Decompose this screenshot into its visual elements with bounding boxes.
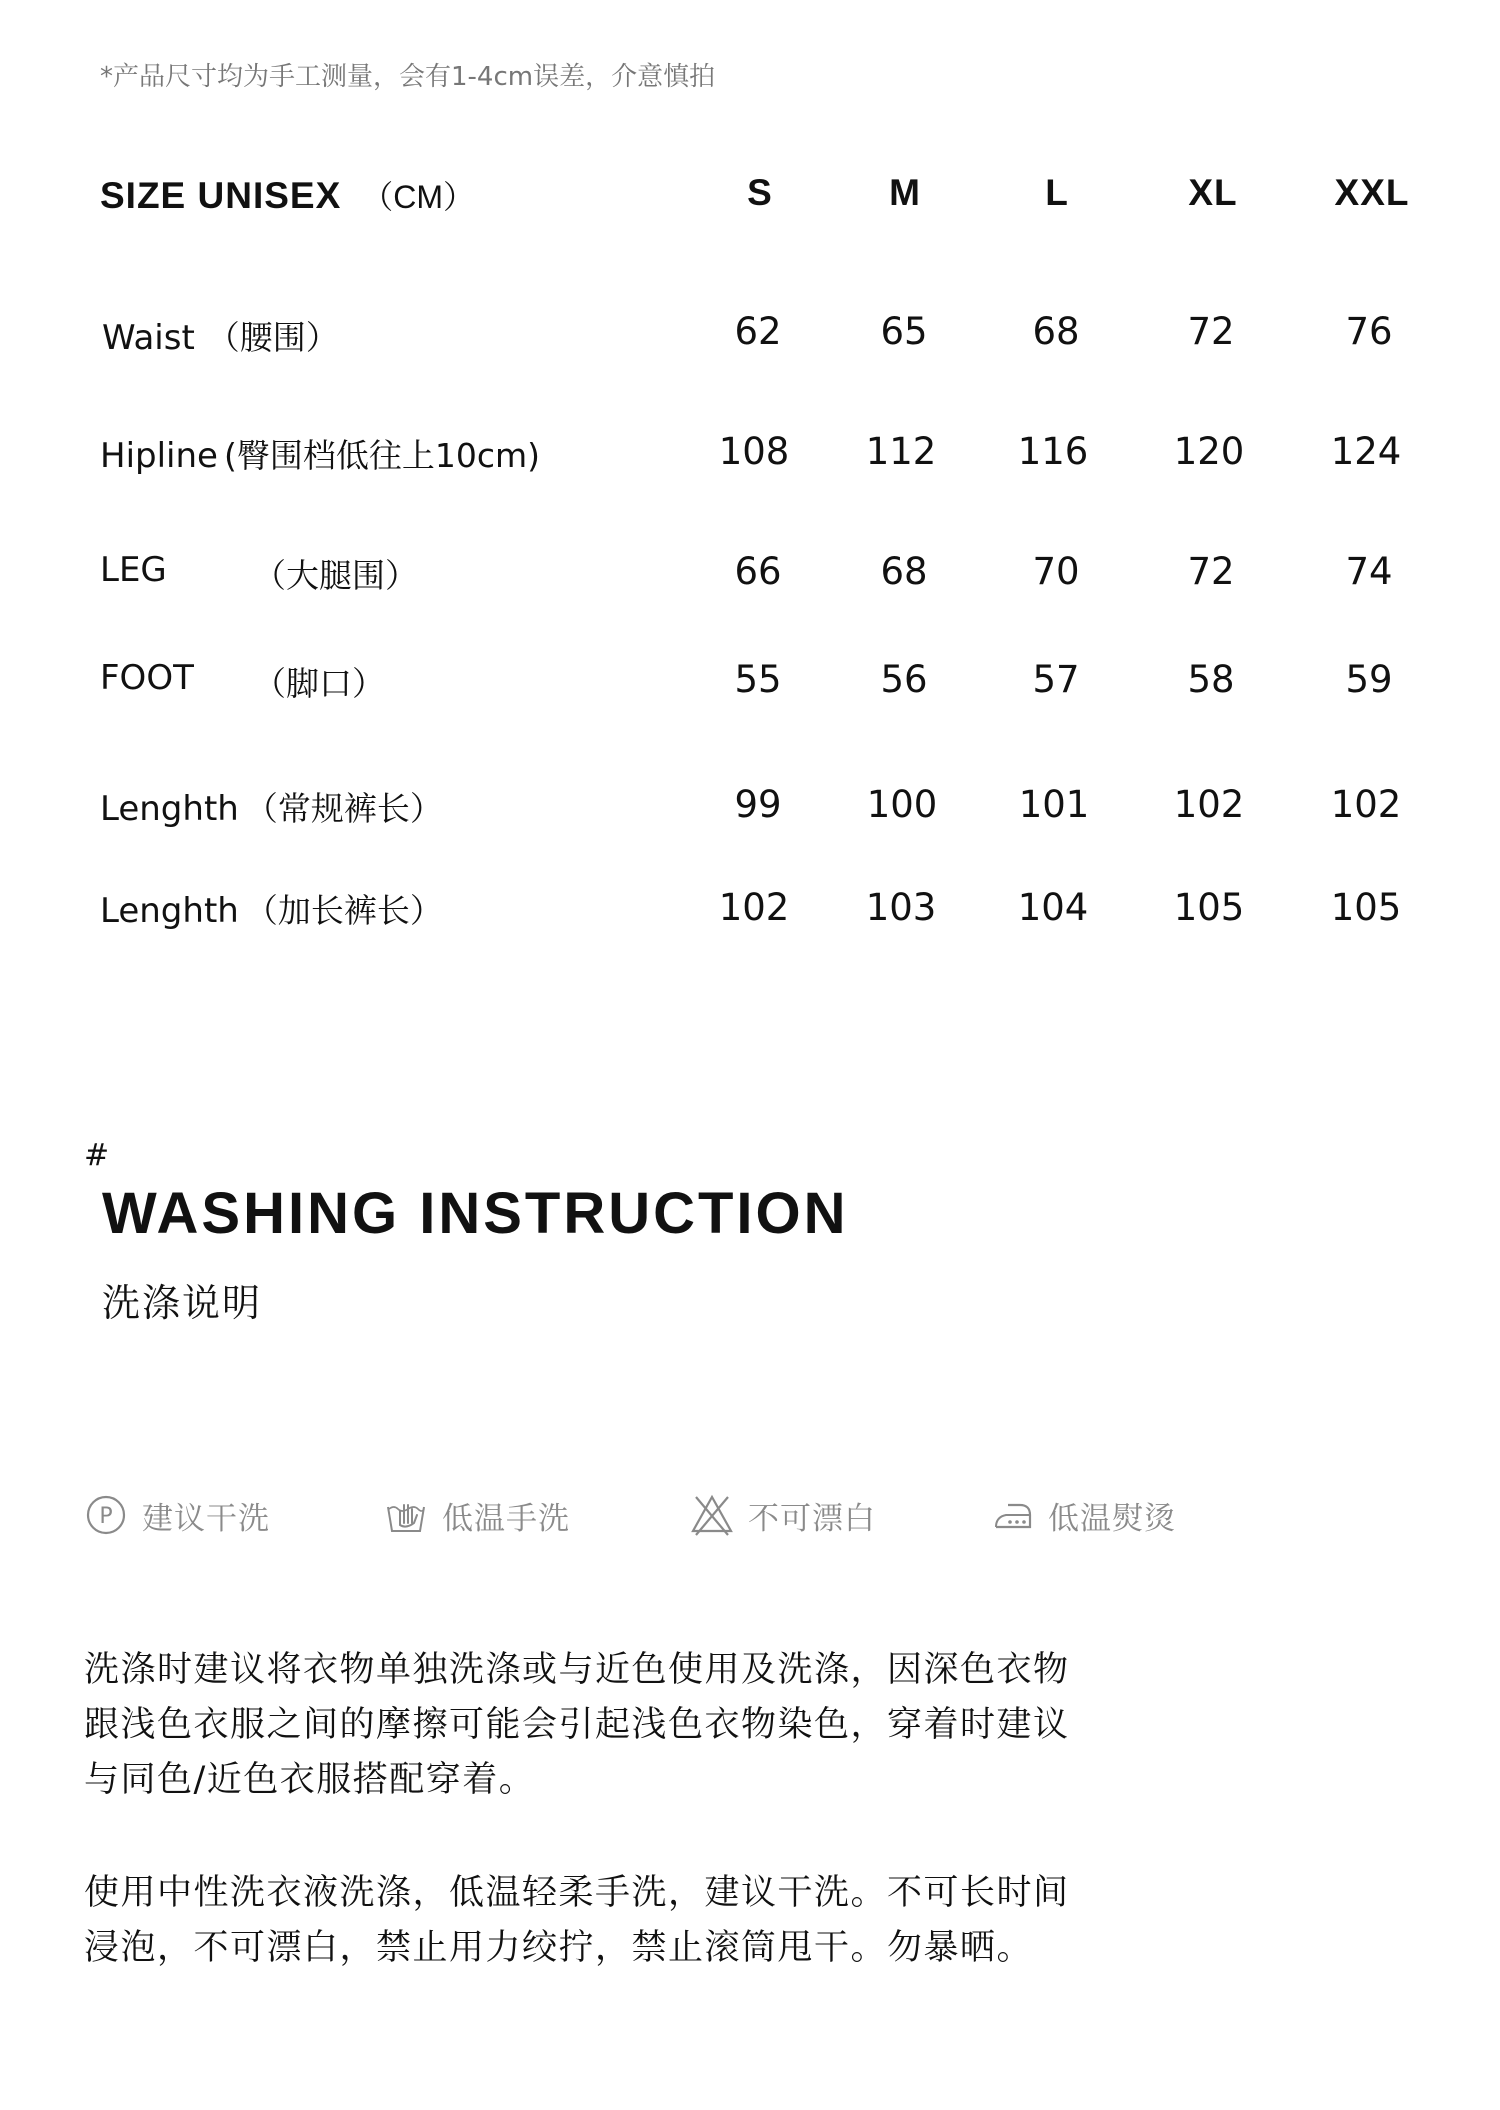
- row-label-en: LEG: [100, 550, 167, 590]
- paragraph-line: 浸泡，不可漂白，禁止用力绞拧，禁止滚筒甩干。勿暴晒。: [84, 1928, 1034, 1968]
- dry-clean-icon: [84, 1493, 128, 1537]
- low-iron-icon: [990, 1493, 1034, 1537]
- measurement-note: *产品尺寸均为手工测量，会有1-4cm误差，介意慎拍: [100, 62, 716, 92]
- table-cell: 68: [880, 550, 928, 593]
- table-cell: 120: [1173, 430, 1245, 473]
- washing-title: WASHING INSTRUCTION: [102, 1181, 849, 1246]
- care-label: 不可漂白: [748, 1500, 876, 1537]
- size-header-xl: XL: [1188, 172, 1238, 213]
- section-hash: #: [84, 1138, 110, 1173]
- no-bleach-icon: [690, 1493, 734, 1537]
- svg-text:P: P: [99, 1504, 113, 1529]
- table-cell: 116: [1017, 430, 1089, 473]
- table-cell: 56: [880, 658, 928, 701]
- row-label-length-extended: [100, 885, 443, 932]
- table-cell: 105: [1330, 886, 1402, 929]
- row-label-foot: [100, 658, 385, 703]
- row-label-en: Lenghth: [100, 789, 239, 829]
- table-cell: 124: [1330, 430, 1402, 473]
- table-cell: 105: [1173, 886, 1245, 929]
- row-label-en: Lenghth: [100, 891, 239, 931]
- care-label: 建议干洗: [142, 1500, 270, 1537]
- size-header-xxl: XXL: [1334, 172, 1410, 213]
- size-table-title-text: SIZE UNISEX: [100, 175, 342, 216]
- table-cell: 112: [865, 430, 937, 473]
- row-label-en: Waist: [102, 318, 195, 358]
- row-label-en: FOOT: [100, 658, 194, 698]
- table-cell: 72: [1187, 550, 1235, 593]
- table-cell: 104: [1017, 886, 1089, 929]
- row-label-cn: （加长裤长）: [244, 891, 443, 930]
- table-cell: 102: [718, 886, 790, 929]
- washing-subtitle: 洗涤说明: [102, 1281, 263, 1325]
- care-item-low-iron: [990, 1490, 1176, 1540]
- row-label-en: Hipline: [100, 436, 218, 476]
- table-cell: 99: [734, 783, 782, 826]
- row-label-cn: （腰围）: [206, 318, 339, 357]
- row-label-length-regular: [100, 783, 443, 830]
- table-cell: 66: [734, 550, 782, 593]
- care-item-hand-wash: [384, 1490, 570, 1540]
- table-cell: 76: [1345, 310, 1393, 353]
- table-cell: 65: [880, 310, 928, 353]
- washing-paragraph-2: [84, 1866, 1134, 1976]
- table-cell: 55: [734, 658, 782, 701]
- care-item-dry-clean: [84, 1490, 270, 1540]
- table-cell: 62: [734, 310, 782, 353]
- hand-wash-icon: [384, 1493, 428, 1537]
- table-cell: 100: [866, 783, 938, 826]
- table-cell: 102: [1330, 783, 1402, 826]
- care-label: 低温手洗: [442, 1500, 570, 1537]
- table-cell: 57: [1032, 658, 1080, 701]
- washing-paragraph-1: [84, 1643, 1134, 1808]
- care-item-no-bleach: [690, 1490, 876, 1540]
- paragraph-line: 与同色/近色衣服搭配穿着。: [84, 1760, 536, 1800]
- table-cell: 58: [1187, 658, 1235, 701]
- table-cell: 101: [1018, 783, 1090, 826]
- size-header-s: S: [747, 172, 773, 213]
- table-cell: 108: [718, 430, 790, 473]
- paragraph-line: 跟浅色衣服之间的摩擦可能会引起浅色衣物染色，穿着时建议: [84, 1705, 1070, 1745]
- table-cell: 68: [1032, 310, 1080, 353]
- table-cell: 70: [1032, 550, 1080, 593]
- row-label-cn: (臀围档低往上10cm): [223, 436, 540, 475]
- paragraph-line: 使用中性洗衣液洗涤，低温轻柔手洗，建议干洗。不可长时间: [84, 1873, 1070, 1913]
- table-cell: 74: [1345, 550, 1393, 593]
- table-cell: 102: [1173, 783, 1245, 826]
- row-label-cn: （大腿围）: [253, 556, 418, 595]
- row-label-cn: （常规裤长）: [244, 789, 443, 828]
- care-label: 低温熨烫: [1048, 1500, 1176, 1537]
- size-header-l: L: [1045, 172, 1069, 213]
- row-label-waist: [102, 312, 339, 359]
- size-header-m: M: [889, 172, 921, 213]
- row-label-hipline: [100, 430, 540, 477]
- paragraph-line: 洗涤时建议将衣物单独洗涤或与近色使用及洗涤，因深色衣物: [84, 1650, 1070, 1690]
- size-table-title: [100, 172, 475, 218]
- table-cell: 59: [1345, 658, 1393, 701]
- row-label-cn: （脚口）: [253, 664, 385, 703]
- row-label-leg: [100, 550, 418, 595]
- table-cell: 103: [865, 886, 937, 929]
- table-cell: 72: [1187, 310, 1235, 353]
- size-table-unit: （CM）: [361, 179, 476, 215]
